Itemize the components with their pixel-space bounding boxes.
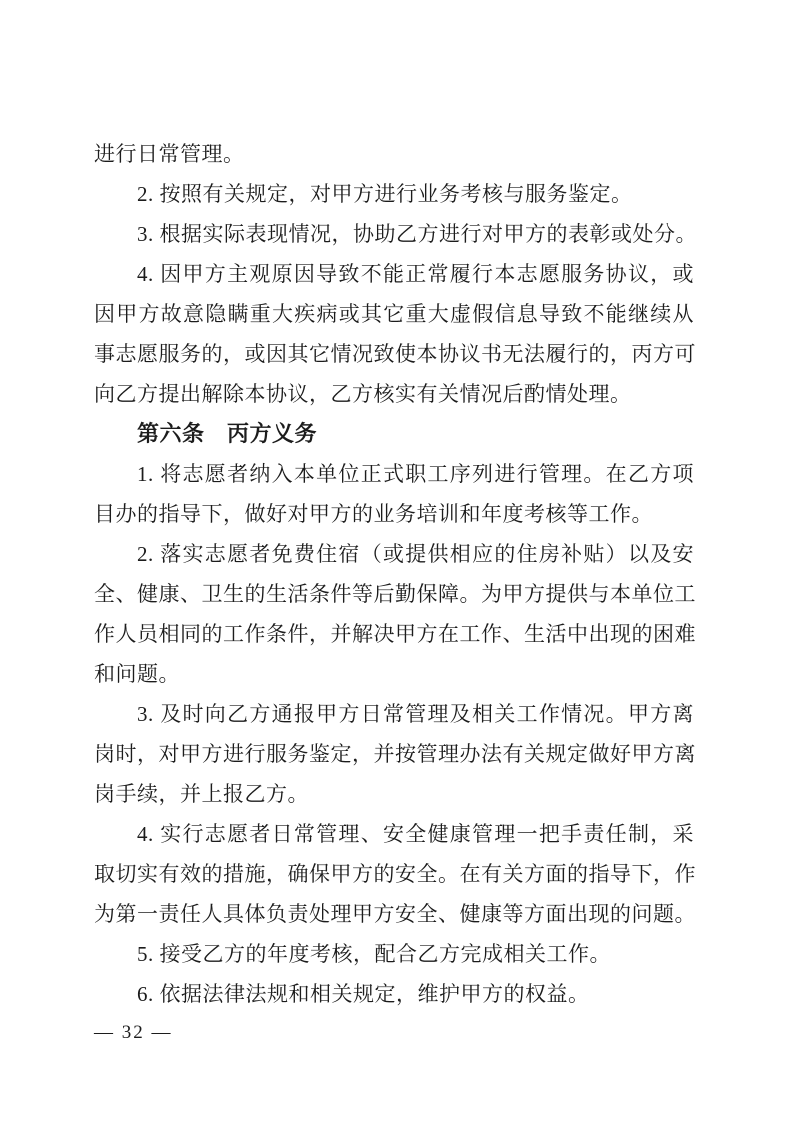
clause-line: 3. 及时向乙方通报甲方日常管理及相关工作情况。甲方离 [137,702,694,726]
clause-line: 4. 实行志愿者日常管理、安全健康管理一把手责任制，采 [137,822,694,846]
text-line: 岗时，对甲方进行服务鉴定，并按管理办法有关规定做好甲方离 [94,742,696,766]
text-line: 为第一责任人具体负责处理甲方安全、健康等方面出现的问题。 [94,902,696,926]
text-line: 目办的指导下，做好对甲方的业务培训和年度考核等工作。 [94,502,653,526]
text-line: 事志愿服务的，或因其它情况致使本协议书无法履行的，丙方可 [94,342,696,366]
page-number: — 32 — [94,1022,173,1043]
clause-line: 5. 接受乙方的年度考核，配合乙方完成相关工作。 [137,942,611,966]
text-line: 因甲方故意隐瞒重大疾病或其它重大虚假信息导致不能继续从 [94,302,694,326]
text-line: 向乙方提出解除本协议，乙方核实有关情况后酌情处理。 [94,382,632,406]
clause-line: 3. 根据实际表现情况，协助乙方进行对甲方的表彰或处分。 [137,222,697,246]
text-line: 和问题。 [94,662,180,686]
clause-line: 6. 依据法律法规和相关规定，维护甲方的权益。 [137,982,590,1006]
clause-line: 2. 按照有关规定，对甲方进行业务考核与服务鉴定。 [137,182,633,206]
text-line: 岗手续，并上报乙方。 [94,782,309,806]
section-heading: 第六条 丙方义务 [137,421,318,446]
clause-line: 2. 落实志愿者免费住宿（或提供相应的住房补贴）以及安 [137,542,694,566]
text-line: 取切实有效的措施，确保甲方的安全。在有关方面的指导下，作 [94,862,696,886]
text-line: 进行日常管理。 [94,142,245,166]
text-line: 全、健康、卫生的生活条件等后勤保障。为甲方提供与本单位工 [94,582,696,606]
clause-line: 4. 因甲方主观原因导致不能正常履行本志愿服务协议，或 [137,262,694,286]
clause-line: 1. 将志愿者纳入本单位正式职工序列进行管理。在乙方项 [137,462,694,486]
document-body [94,134,697,1014]
text-line: 作人员相同的工作条件，并解决甲方在工作、生活中出现的困难 [94,622,696,646]
